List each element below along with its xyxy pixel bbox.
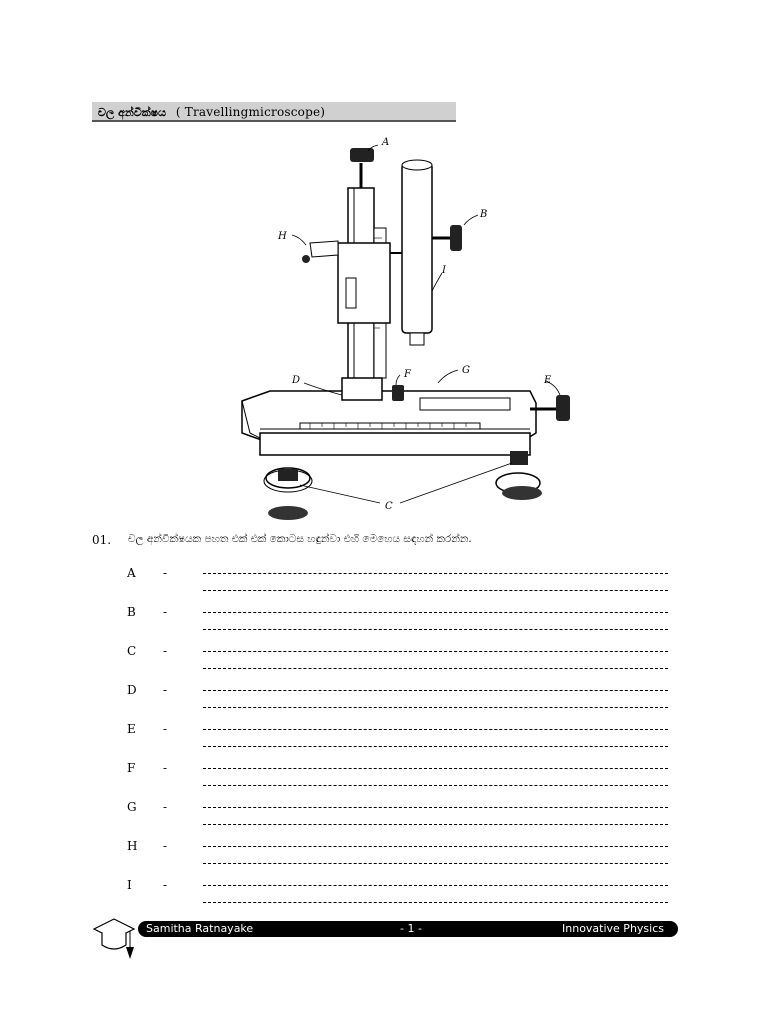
answer-dash: - <box>163 761 168 775</box>
title-sinhala: චල අන්වීක්ෂය <box>98 106 167 119</box>
label-h: H <box>278 231 287 242</box>
answer-dash: - <box>163 722 168 736</box>
answer-row-i <box>0 878 768 910</box>
answer-line <box>203 612 668 613</box>
title-english: ( Travellingmicroscope) <box>175 105 326 119</box>
answer-dash: - <box>163 878 168 892</box>
answer-line <box>203 863 668 864</box>
answer-letter: B <box>127 605 136 619</box>
answer-line <box>203 746 668 747</box>
answer-row-g <box>0 800 768 832</box>
travelling-microscope-figure <box>230 133 580 525</box>
answer-dash: - <box>163 683 168 697</box>
answer-letter: A <box>127 566 136 580</box>
answer-line <box>203 824 668 825</box>
label-f: F <box>404 369 411 380</box>
label-b: B <box>480 209 488 220</box>
answer-letter: H <box>127 839 138 853</box>
answer-dash: - <box>163 839 168 853</box>
answer-row-f <box>0 761 768 793</box>
answer-line <box>203 807 668 808</box>
label-i: I <box>442 265 446 276</box>
label-e: E <box>544 375 552 386</box>
answer-dash: - <box>163 800 168 814</box>
question-number: 01. <box>92 533 112 547</box>
answer-letter: I <box>127 878 132 892</box>
answer-line <box>203 846 668 847</box>
label-d: D <box>292 375 301 386</box>
answer-letter: G <box>127 800 137 814</box>
answer-dash: - <box>163 644 168 658</box>
answer-letter: E <box>127 722 136 736</box>
page-footer <box>138 921 678 937</box>
answer-letter: F <box>127 761 136 775</box>
answer-letter: D <box>127 683 137 697</box>
answer-line <box>203 573 668 574</box>
footer-page-number: - 1 - <box>400 922 422 935</box>
answer-line <box>203 651 668 652</box>
footer-brand: Innovative Physics <box>562 922 664 935</box>
answer-line <box>203 629 668 630</box>
footer-author: Samitha Ratnayake <box>146 922 254 935</box>
answer-line <box>203 668 668 669</box>
answer-line <box>203 690 668 691</box>
answer-letter: C <box>127 644 137 658</box>
answer-line <box>203 590 668 591</box>
label-g: G <box>462 365 470 376</box>
answer-line <box>203 768 668 769</box>
answer-row-c <box>0 644 768 676</box>
answer-dash: - <box>163 605 168 619</box>
answer-row-d <box>0 683 768 715</box>
answer-line <box>203 902 668 903</box>
answer-row-e <box>0 722 768 754</box>
label-a: A <box>382 137 390 148</box>
graduation-cap-icon <box>90 913 136 961</box>
answer-dash: - <box>163 566 168 580</box>
question-text: චල අන්වීක්ෂයක පහත එක් එක් කොටස හඳුන්වා එහි මෙහෙය සඳහන් කරන්න. <box>128 533 472 545</box>
answer-line <box>203 885 668 886</box>
section-title <box>92 102 456 122</box>
answer-row-h <box>0 839 768 871</box>
answer-row-a <box>0 566 768 598</box>
answer-row-b <box>0 605 768 637</box>
answer-line <box>203 785 668 786</box>
label-c: C <box>385 501 393 512</box>
answer-line <box>203 729 668 730</box>
answer-line <box>203 707 668 708</box>
